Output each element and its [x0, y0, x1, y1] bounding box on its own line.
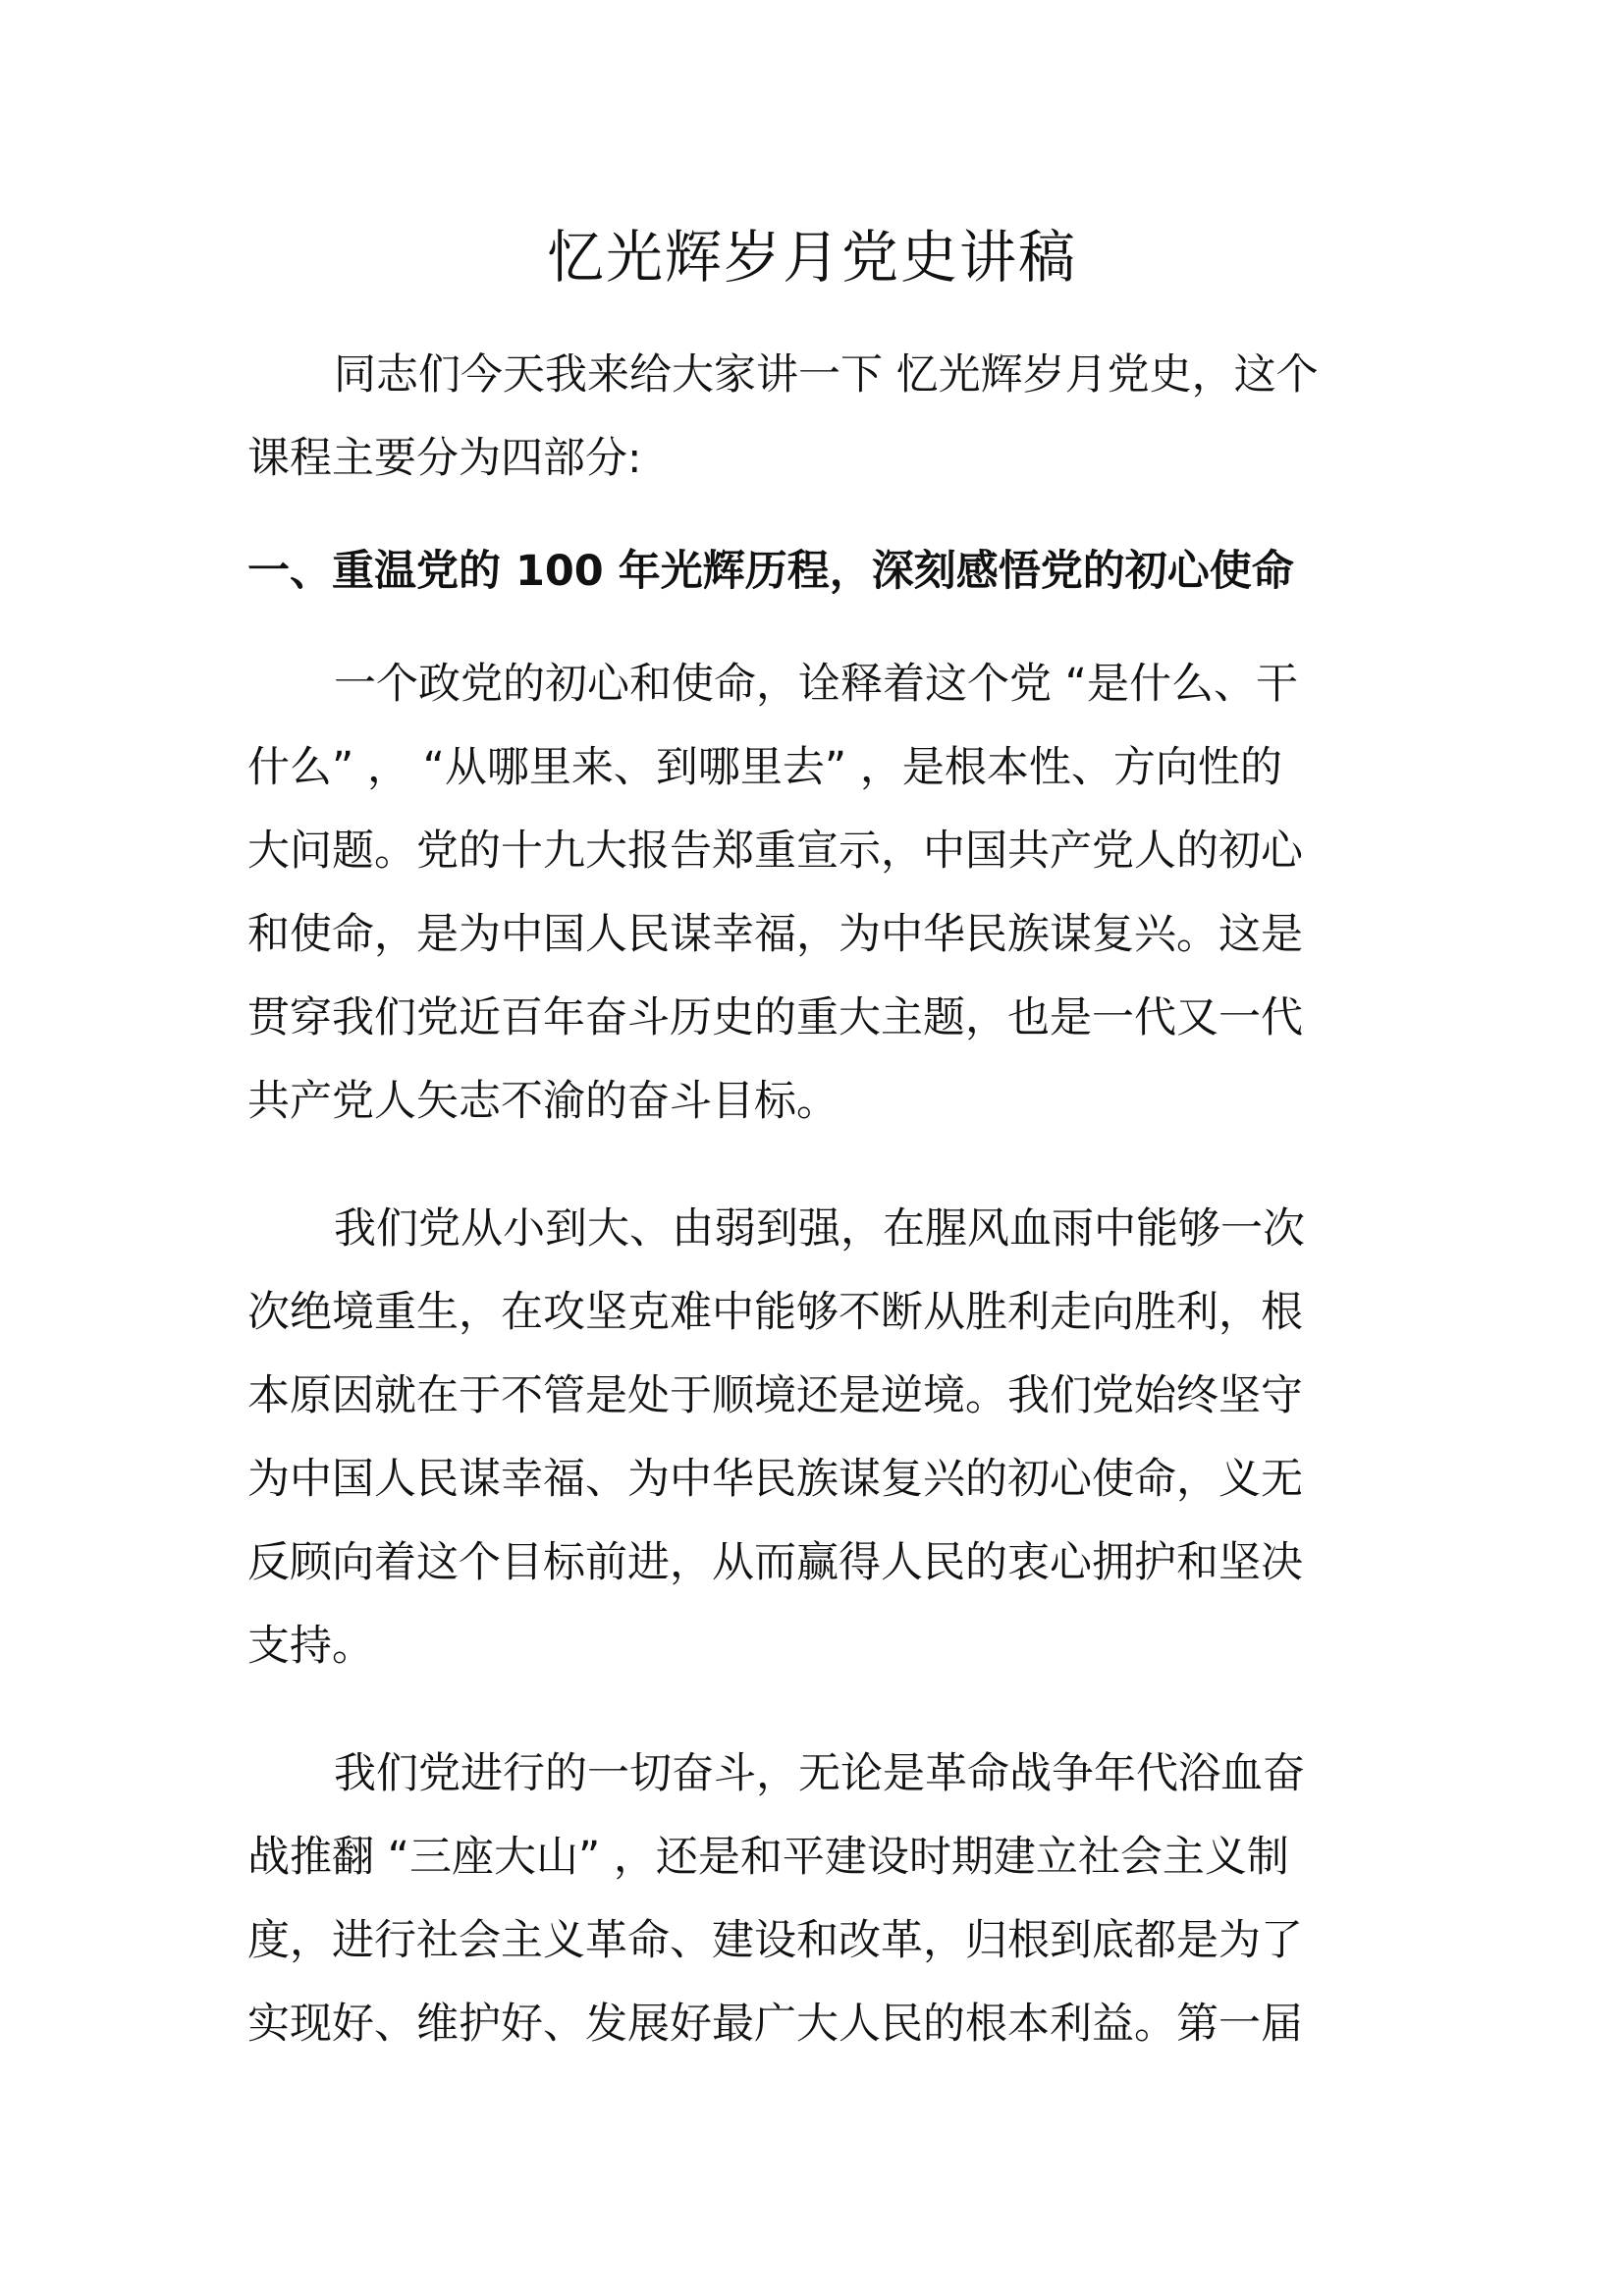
text-line: 共产党人矢志不渝的奋斗目标。 [247, 1077, 839, 1126]
text-line: 次绝境重生，在攻坚克难中能够不断从胜利走向胜利，根 [247, 1288, 1303, 1337]
text-line: 我们党从小到大、由弱到强，在腥风血雨中能够一次 [334, 1204, 1305, 1254]
text-line: 度，进行社会主义革命、建设和改革，归根到底都是为了 [247, 1916, 1303, 1965]
paragraph-1 [247, 643, 1386, 1144]
paragraph-2 [247, 1188, 1386, 1688]
intro-paragraph [247, 334, 1386, 501]
document-title: 忆光辉岁月党史讲稿 [546, 224, 1077, 291]
text-line: 和使命，是为中国人民谋幸福，为中华民族谋复兴。这是 [247, 910, 1303, 959]
text-line: 反顾向着这个目标前进，从而赢得人民的衷心拥护和坚决 [247, 1538, 1303, 1587]
text-line: 课程主要分为四部分: [247, 434, 642, 483]
text-line: 同志们今天我来给大家讲一下 忆光辉岁月党史，这个 [334, 350, 1319, 400]
text-line: 战推翻 “三座大山” ，还是和平建设时期建立社会主义制 [247, 1833, 1289, 1882]
text-line: 一个政党的初心和使命，诠释着这个党 “是什么、干 [334, 660, 1298, 709]
text-line: 我们党进行的一切奋斗，无论是革命战争年代浴血奋 [334, 1749, 1305, 1798]
text-line: 实现好、维护好、发展好最广大人民的根本利益。第一届 [247, 2000, 1303, 2049]
text-line: 本原因就在于不管是处于顺境还是逆境。我们党始终坚守 [247, 1371, 1303, 1420]
paragraph-3 [247, 1733, 1386, 2066]
text-line: 为中国人民谋幸福、为中华民族谋复兴的初心使命，义无 [247, 1455, 1303, 1504]
text-line: 什么” ， “从哪里来、到哪里去” ，是根本性、方向性的 [247, 743, 1282, 792]
text-line: 支持。 [247, 1622, 374, 1671]
text-line: 大问题。党的十九大报告郑重宣示，中国共产党人的初心 [247, 827, 1303, 876]
section-heading: 一、重温党的 100 年光辉历程，深刻感悟党的初心使命 [247, 547, 1294, 596]
text-line: 贯穿我们党近百年奋斗历史的重大主题，也是一代又一代 [247, 993, 1303, 1042]
